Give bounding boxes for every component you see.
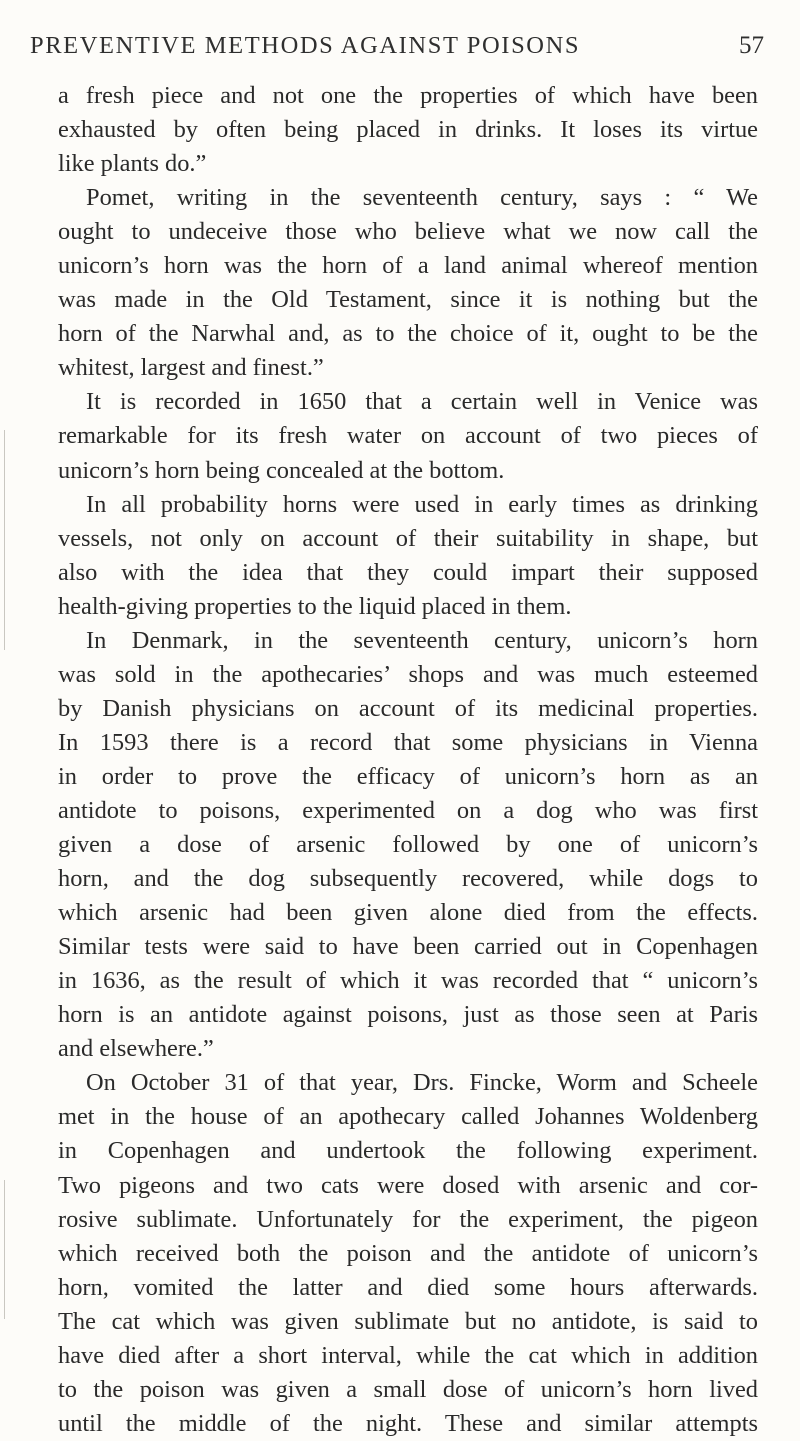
text-line: In Denmark, in the seventeenth century, unicorn’s horn bbox=[86, 626, 758, 654]
text-line: remarkable for its fresh water on account of two pieces of bbox=[58, 422, 758, 450]
text-line: horn of the Narwhal and, as to the choice of it, ought to be the bbox=[58, 320, 758, 348]
text-line: and elsewhere.” bbox=[58, 1035, 214, 1063]
text-line: in Copenhagen and undertook the following experiment. bbox=[58, 1137, 758, 1165]
text-line: horn is an antidote against poisons, just as those seen at Paris bbox=[58, 1001, 758, 1029]
text-line: to the poison was given a small dose of unicorn’s horn lived bbox=[58, 1375, 758, 1403]
text-line: was sold in the apothecaries’ shops and was much esteemed bbox=[58, 660, 758, 688]
text-line: by Danish physicians on account of its medicinal properties. bbox=[58, 694, 758, 722]
text-line: unicorn’s horn being concealed at the bottom. bbox=[58, 456, 505, 484]
text-line: which arsenic had been given alone died from the effects. bbox=[58, 899, 758, 927]
text-line: met in the house of an apothecary called Johannes Woldenberg bbox=[58, 1103, 758, 1131]
text-line: exhausted by often being placed in drinks. It loses its virtue bbox=[58, 116, 758, 144]
text-line: In 1593 there is a record that some physicians in Vienna bbox=[58, 728, 758, 756]
text-line: have died after a short interval, while the cat which in addition bbox=[58, 1341, 758, 1369]
text-line: Similar tests were said to have been carried out in Copenhagen bbox=[58, 933, 758, 961]
text-line: also with the idea that they could impart their supposed bbox=[58, 558, 758, 586]
text-line: vessels, not only on account of their suitability in shape, but bbox=[58, 524, 758, 552]
body-text bbox=[58, 79, 758, 1441]
running-header bbox=[0, 30, 800, 70]
running-title: PREVENTIVE METHODS AGAINST POISONS bbox=[30, 32, 581, 59]
text-line: health-giving properties to the liquid placed in them. bbox=[58, 592, 572, 620]
text-line: It is recorded in 1650 that a certain well in Venice was bbox=[86, 388, 758, 416]
text-line: was made in the Old Testament, since it is nothing but the bbox=[58, 286, 758, 314]
text-line: rosive sublimate. Unfortunately for the experiment, the pigeon bbox=[58, 1205, 758, 1233]
gutter-shadow bbox=[4, 1180, 5, 1319]
text-line: Pomet, writing in the seventeenth century, says : “ We bbox=[86, 184, 758, 212]
text-line: like plants do.” bbox=[58, 150, 207, 178]
text-line: in order to prove the efficacy of unicorn’s horn as an bbox=[58, 762, 758, 790]
text-line: horn, vomited the latter and died some hours afterwards. bbox=[58, 1273, 758, 1301]
text-line: a fresh piece and not one the properties of which have been bbox=[58, 82, 758, 109]
text-line: unicorn’s horn was the horn of a land animal whereof mention bbox=[58, 252, 758, 280]
text-line: given a dose of arsenic followed by one of unicorn’s bbox=[58, 831, 758, 859]
text-line: whitest, largest and finest.” bbox=[58, 354, 324, 382]
text-line: until the middle of the night. These and similar attempts bbox=[58, 1409, 758, 1437]
text-line: ought to undeceive those who believe what we now call the bbox=[58, 218, 758, 246]
text-line: in 1636, as the result of which it was recorded that “ unicorn’s bbox=[58, 967, 758, 995]
text-line: horn, and the dog subsequently recovered, while dogs to bbox=[58, 865, 758, 893]
text-line: antidote to poisons, experimented on a dog who was first bbox=[58, 796, 758, 824]
text-line: On October 31 of that year, Drs. Fincke, Worm and Scheele bbox=[86, 1069, 758, 1097]
page-number: 57 bbox=[739, 32, 764, 59]
gutter-shadow bbox=[4, 430, 5, 650]
text-line: The cat which was given sublimate but no antidote, is said to bbox=[58, 1307, 758, 1335]
text-line: In all probability horns were used in early times as drinking bbox=[86, 490, 758, 518]
text-line: Two pigeons and two cats were dosed with arsenic and cor- bbox=[58, 1171, 758, 1199]
text-line: which received both the poison and the antidote of unicorn’s bbox=[58, 1239, 758, 1267]
